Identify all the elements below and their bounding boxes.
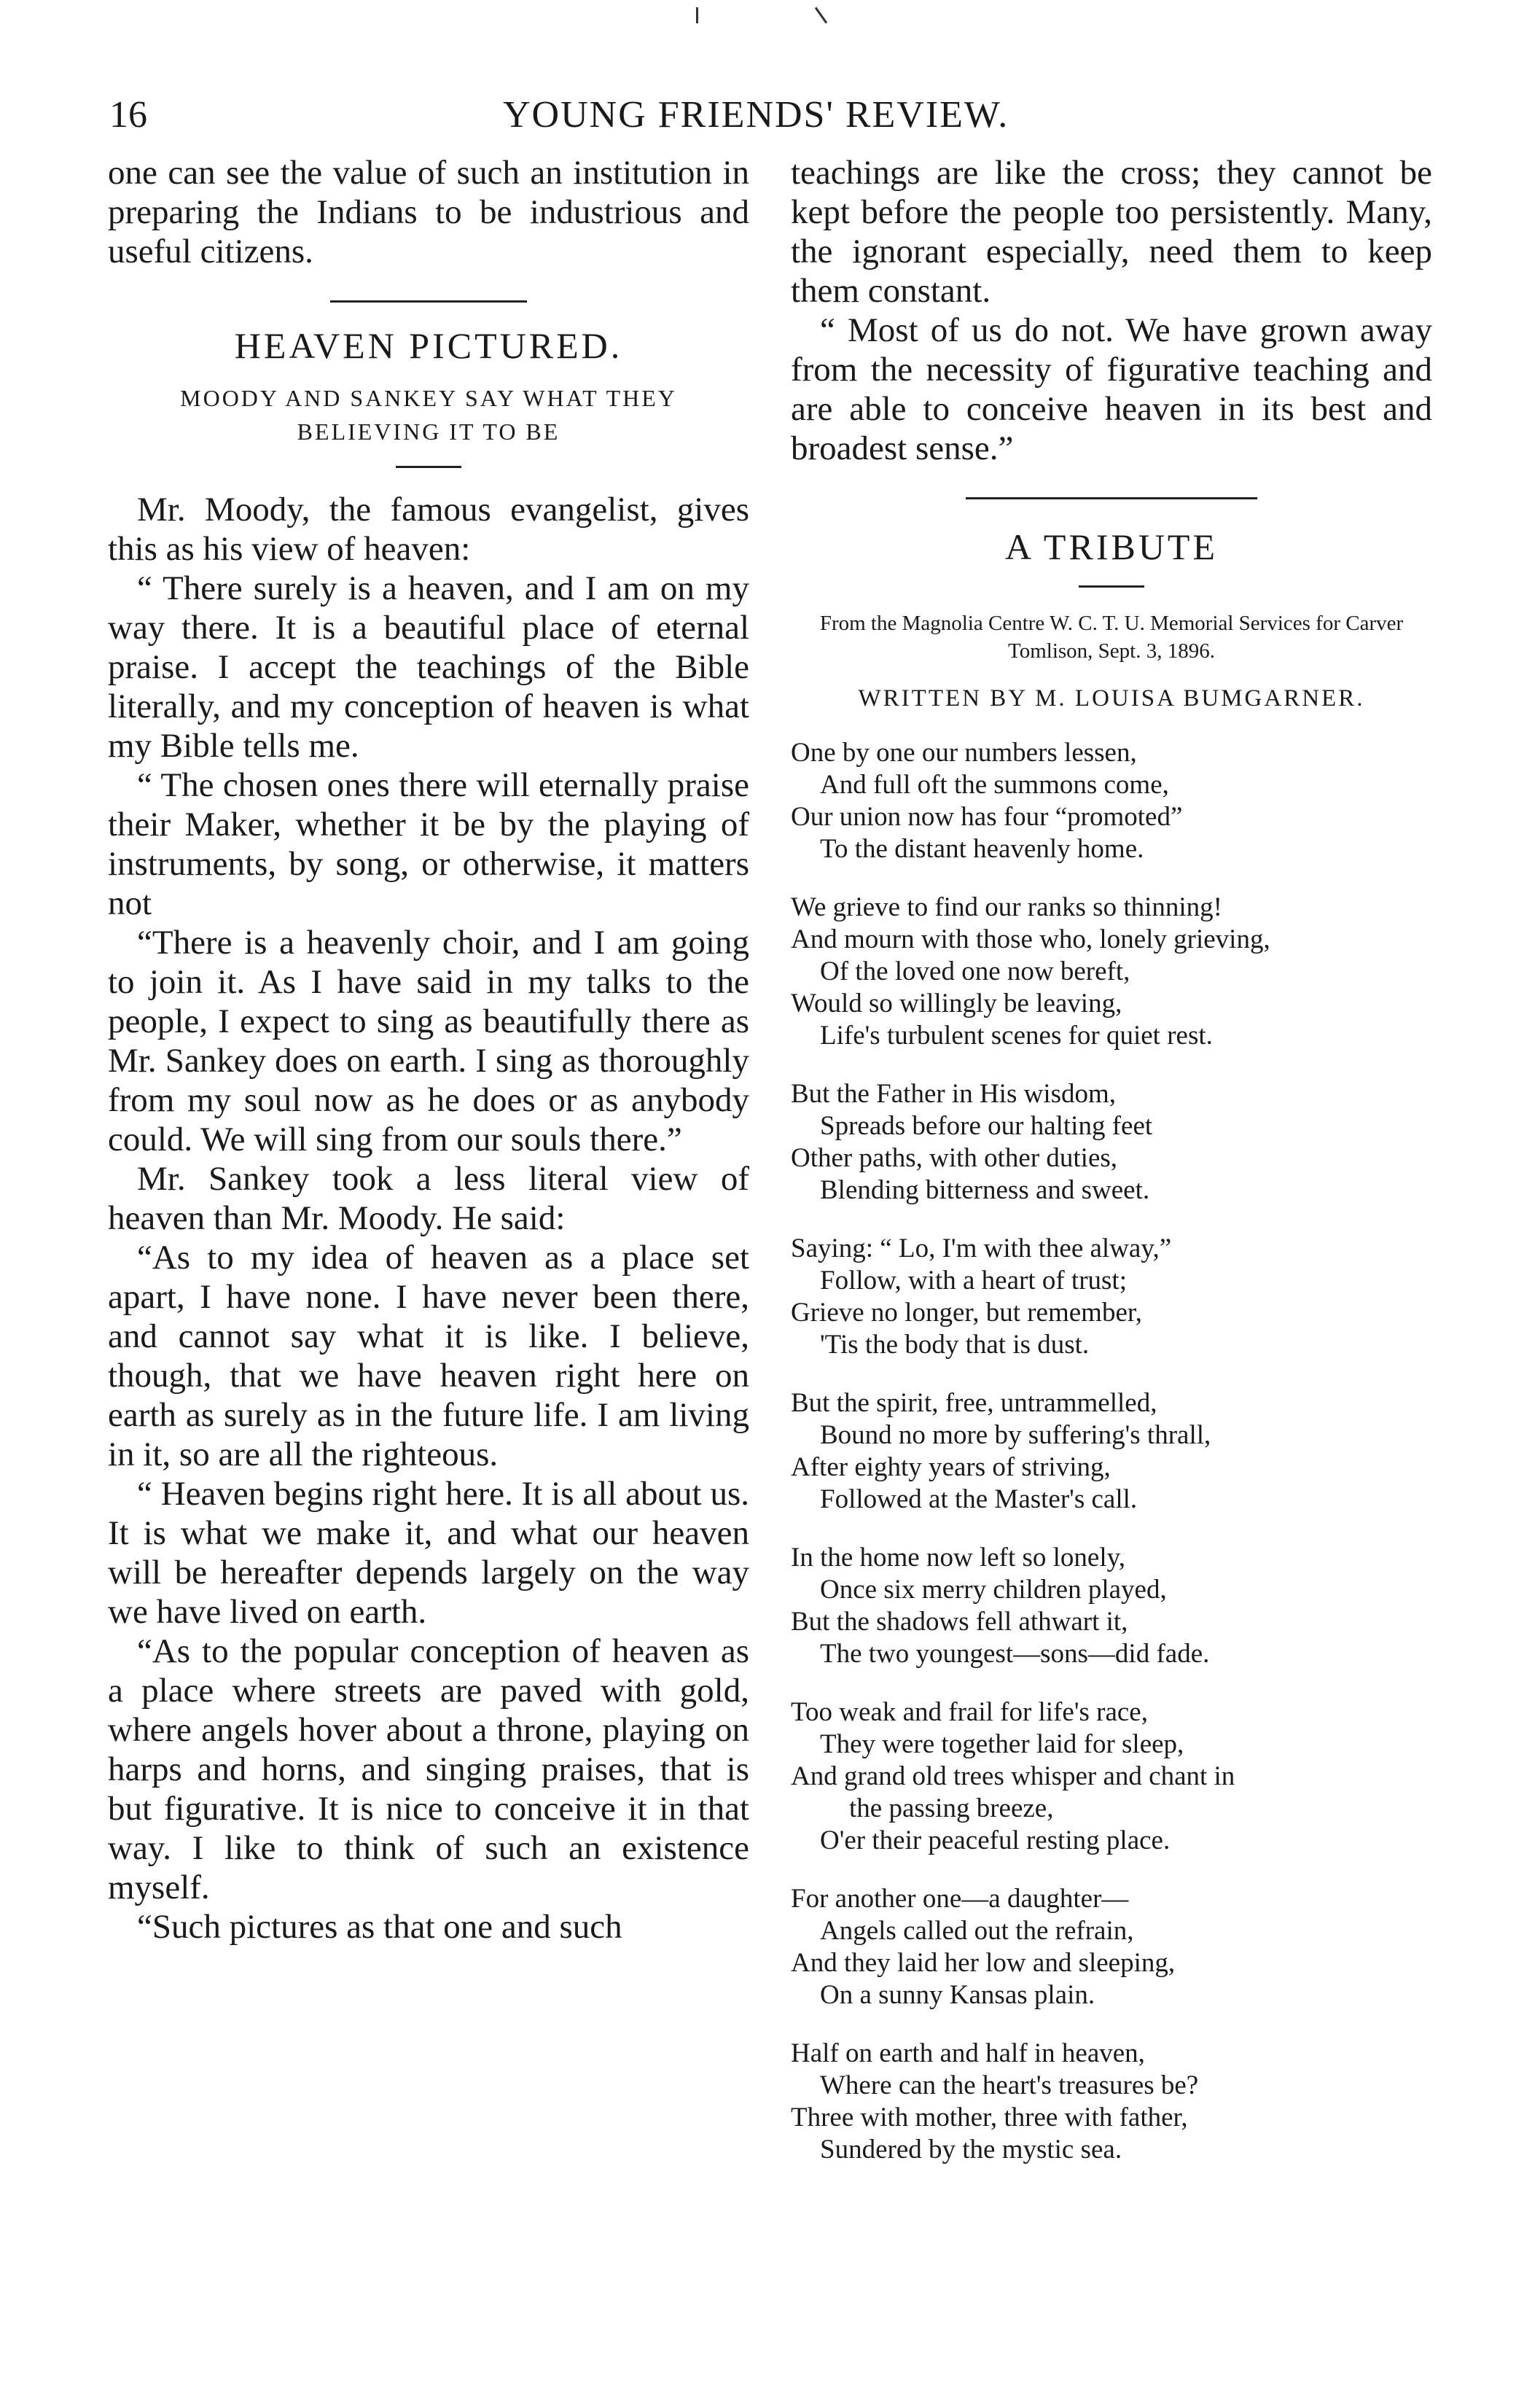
poem-stanza bbox=[791, 1387, 1432, 1516]
poem-line: But the spirit, free, untrammelled, bbox=[791, 1388, 1157, 1418]
poem-line: Saying: “ Lo, I'm with thee alway,” bbox=[791, 1234, 1172, 1263]
poem-stanza bbox=[791, 1542, 1432, 1670]
poem-line: Half on earth and half in heaven, bbox=[791, 2038, 1145, 2068]
section-divider bbox=[330, 300, 527, 303]
poem-line: O'er their peaceful resting place. bbox=[820, 1826, 1171, 1855]
article-title: HEAVEN PICTURED. bbox=[234, 325, 623, 366]
poem-line: Followed at the Master's call. bbox=[820, 1484, 1138, 1514]
intro-paragraph: one can see the value of such an institution in preparing the Indians to be industrious and useful citizens. bbox=[108, 154, 749, 270]
poem-line: Our union now has four “promoted” bbox=[791, 802, 1183, 832]
poem-line: We grieve to find our ranks so thinning! bbox=[791, 892, 1222, 922]
poem-stanza bbox=[791, 1883, 1432, 2011]
poem-line: To the distant heavenly home. bbox=[820, 834, 1144, 864]
article-paragraph: Mr. Moody, the famous evangelist, gives this as his view of heaven: bbox=[108, 491, 749, 568]
poem-title: A TRIBUTE bbox=[1004, 526, 1219, 567]
poem-byline: WRITTEN BY M. LOUISA BUMGARNER. bbox=[858, 685, 1365, 712]
poem-line: They were together laid for sleep, bbox=[820, 1729, 1184, 1759]
scan-mark bbox=[696, 7, 698, 23]
poem-stanza bbox=[791, 2038, 1432, 2166]
poem-line: And grand old trees whisper and chant in bbox=[791, 1761, 1235, 1791]
article-paragraph: “ Most of us do not. We have grown away from the necessity of figurative teaching and are able to conceive heaven in its best and broadest sense.” bbox=[791, 311, 1432, 467]
article-paragraph: “ There surely is a heaven, and I am on my way there. It is a beautiful place of eternal praise. I accept the teachings of the Bible literally, and my conception of heaven is what my Bible tells me. bbox=[108, 569, 749, 765]
poem-line: For another one—a daughter— bbox=[791, 1884, 1129, 1914]
poem-line: the passing breeze, bbox=[849, 1793, 1054, 1823]
poem-line: Angels called out the refrain, bbox=[820, 1916, 1134, 1946]
continued-article bbox=[791, 153, 1432, 468]
poem-line: Sundered by the mystic sea. bbox=[820, 2135, 1122, 2165]
poem-line: Grieve no longer, but remember, bbox=[791, 1298, 1142, 1328]
article-paragraph: “Such pictures as that one and such bbox=[137, 1908, 622, 1946]
poem-line: But the shadows fell athwart it, bbox=[791, 1607, 1128, 1637]
poem-stanza bbox=[791, 1078, 1432, 1207]
poem-line: On a sunny Kansas plain. bbox=[820, 1980, 1095, 2010]
poem-stanza bbox=[791, 1696, 1432, 1857]
poem-stanza bbox=[791, 737, 1432, 865]
page-number: 16 bbox=[109, 94, 147, 136]
poem-line: Of the loved one now bereft, bbox=[820, 956, 1130, 986]
poem-line: Too weak and frail for life's race, bbox=[791, 1697, 1148, 1727]
poem-line: Once six merry children played, bbox=[820, 1575, 1167, 1605]
poem-line: But the Father in His wisdom, bbox=[791, 1079, 1117, 1109]
poem-line: Would so willingly be leaving, bbox=[791, 989, 1122, 1018]
poem-line: Follow, with a heart of trust; bbox=[820, 1266, 1127, 1295]
poem-line: And they laid her low and sleeping, bbox=[791, 1948, 1176, 1978]
subtitle-divider bbox=[396, 466, 461, 468]
poem-line: After eighty years of striving, bbox=[791, 1452, 1111, 1482]
poem-line: In the home now left so lonely, bbox=[791, 1543, 1125, 1573]
article-subtitle: MOODY AND SANKEY SAY WHAT THEY BELIEVING IT TO BE bbox=[180, 385, 677, 445]
article-paragraph: “As to my idea of heaven as a place set apart, I have none. I have never been there, and cannot say what it is like. I believe, though, that we have heaven right here on earth as surely as in the future life. I am living in it, so are all the righteous. bbox=[108, 1239, 749, 1473]
poem-line: Where can the heart's treasures be? bbox=[820, 2070, 1199, 2100]
poem-line: Spreads before our halting feet bbox=[820, 1111, 1153, 1141]
poem-source: From the Magnolia Centre W. C. T. U. Memorial Services for Carver Tomlison, Sept. 3, 1896. bbox=[819, 612, 1404, 663]
poem-line: Bound no more by suffering's thrall, bbox=[820, 1420, 1211, 1450]
section-divider bbox=[966, 497, 1257, 499]
left-column bbox=[108, 153, 749, 1947]
poem-line: Three with mother, three with father, bbox=[791, 2103, 1188, 2132]
poem-line: 'Tis the body that is dust. bbox=[820, 1330, 1090, 1360]
article-paragraph: “ Heaven begins right here. It is all about us. It is what we make it, and what our heaven will be hereafter depends largely on the way we have lived on earth. bbox=[108, 1475, 749, 1631]
article-paragraph: teachings are like the cross; they cannot be kept before the people too persistently. Many, the ignorant especially, need them to keep them constant. bbox=[791, 154, 1432, 310]
article-paragraph: Mr. Sankey took a less literal view of heaven than Mr. Moody. He said: bbox=[108, 1160, 749, 1237]
page-header bbox=[109, 93, 1465, 152]
poem-line: Life's turbulent scenes for quiet rest. bbox=[820, 1021, 1213, 1051]
article-paragraph: “As to the popular conception of heaven as a place where streets are paved with gold, where angels hover about a throne, playing on harps and horns, and singing praises, that is but figurative. It is nice to conceive it in that way. I like to think of such an existence myself. bbox=[108, 1632, 749, 1906]
poem-line: Other paths, with other duties, bbox=[791, 1143, 1118, 1173]
right-column bbox=[791, 153, 1432, 2192]
poem-line: And full oft the summons come, bbox=[820, 770, 1169, 800]
scan-mark bbox=[815, 7, 827, 23]
poem-line: One by one our numbers lessen, bbox=[791, 738, 1137, 768]
article-paragraph: “There is a heavenly choir, and I am going to join it. As I have said in my talks to the people, I expect to sing as beautifully there as Mr. Sankey does on earth. I sing as thoroughly from my soul now as he does or as anybody could. We will sing from our souls there.” bbox=[108, 924, 749, 1158]
article-paragraph: “ The chosen ones there will eternally praise their Maker, whether it be by the playing of instruments, by song, or otherwise, it matters not bbox=[108, 766, 749, 922]
poem-stanza bbox=[791, 1233, 1432, 1361]
poem-stanza bbox=[791, 892, 1432, 1052]
poem-line: And mourn with those who, lonely grieving, bbox=[791, 924, 1270, 954]
poem-line: Blending bitterness and sweet. bbox=[820, 1175, 1150, 1205]
poem-line: The two youngest—sons—did fade. bbox=[820, 1639, 1210, 1669]
running-title: YOUNG FRIENDS' REVIEW. bbox=[503, 94, 1009, 136]
title-divider bbox=[1079, 585, 1144, 588]
